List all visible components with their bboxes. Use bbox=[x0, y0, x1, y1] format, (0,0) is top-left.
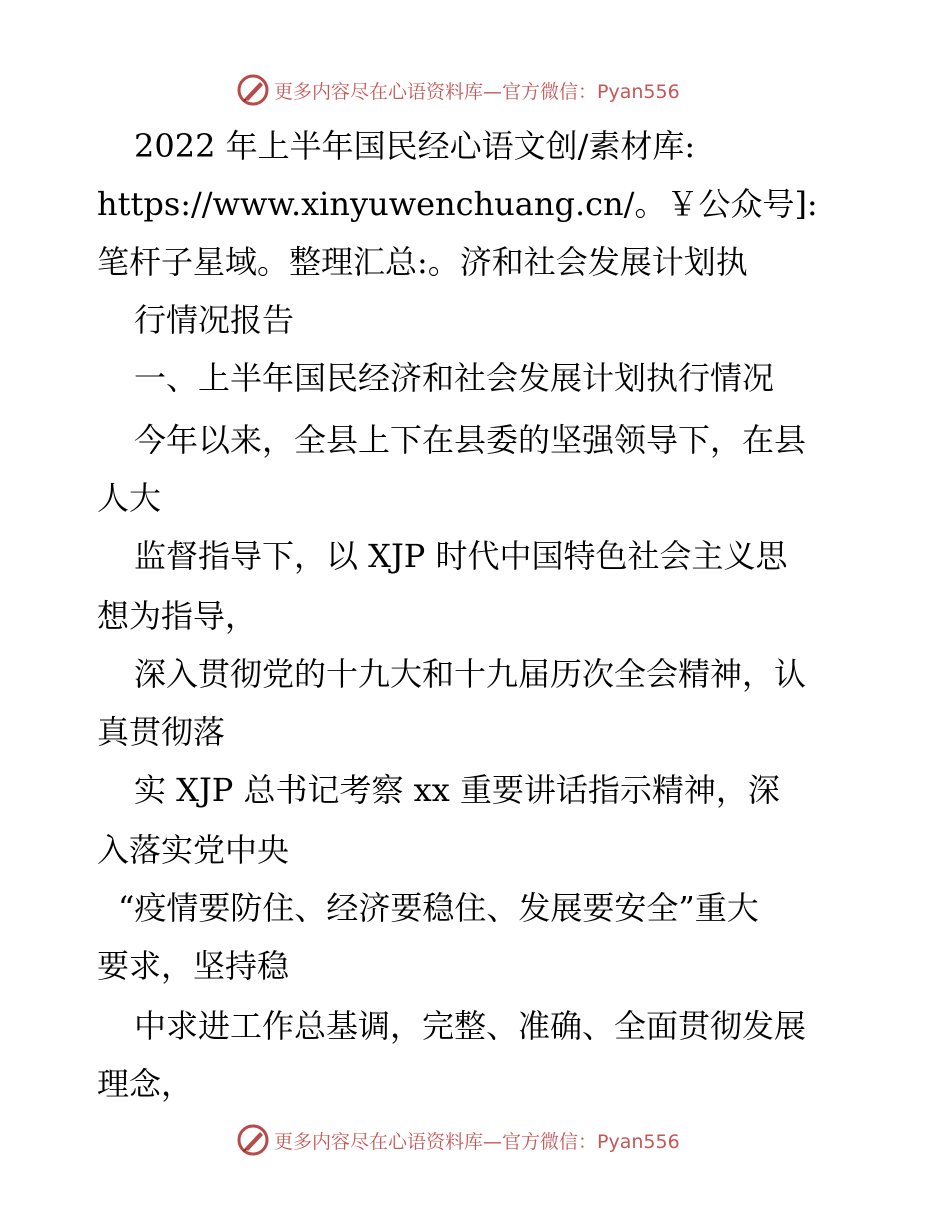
body-line: “疫情要防住、经济要稳住、发展要安全”重大 bbox=[118, 889, 759, 927]
footer-banner bbox=[236, 1122, 716, 1158]
body-line: 笔杆子星域。整理汇总:。济和社会发展计划执 bbox=[97, 243, 748, 281]
body-line: 理念， bbox=[97, 1065, 194, 1103]
header-banner bbox=[236, 72, 716, 108]
body-line: 真贯彻落 bbox=[97, 713, 226, 751]
body-line: https://www.xinyuwenchuang.cn/。￥公众号]: bbox=[97, 185, 818, 223]
section-heading: 一、上半年国民经济和社会发展计划执行情况 bbox=[134, 359, 775, 397]
body-line: 实 XJP 总书记考察 xx 重要讲话指示精神，深 bbox=[134, 771, 780, 809]
body-line: 深入贯彻党的十九大和十九届历次全会精神，认 bbox=[134, 655, 807, 693]
pen-logo-icon bbox=[236, 73, 270, 107]
body-line: 人大 bbox=[97, 479, 162, 517]
body-line: 监督指导下，以 XJP 时代中国特色社会主义思 bbox=[134, 537, 788, 575]
header-banner-text: 更多内容尽在心语资料库—官方微信：Pyan556 bbox=[274, 80, 680, 103]
body-line: 中求进工作总基调，完整、准确、全面贯彻发展 bbox=[134, 1007, 807, 1045]
footer-banner-text: 更多内容尽在心语资料库—官方微信：Pyan556 bbox=[274, 1130, 680, 1153]
body-line: 今年以来，全县上下在县委的坚强领导下，在县 bbox=[134, 421, 807, 459]
pen-logo-icon bbox=[236, 1123, 270, 1157]
body-line: 行情况报告 bbox=[134, 301, 295, 339]
body-line: 入落实党中央 bbox=[97, 831, 290, 869]
body-line: 要求，坚持稳 bbox=[97, 947, 290, 985]
body-line: 2022 年上半年国民经心语文创/素材库: bbox=[134, 127, 696, 165]
body-line: 想为指导， bbox=[97, 597, 258, 635]
